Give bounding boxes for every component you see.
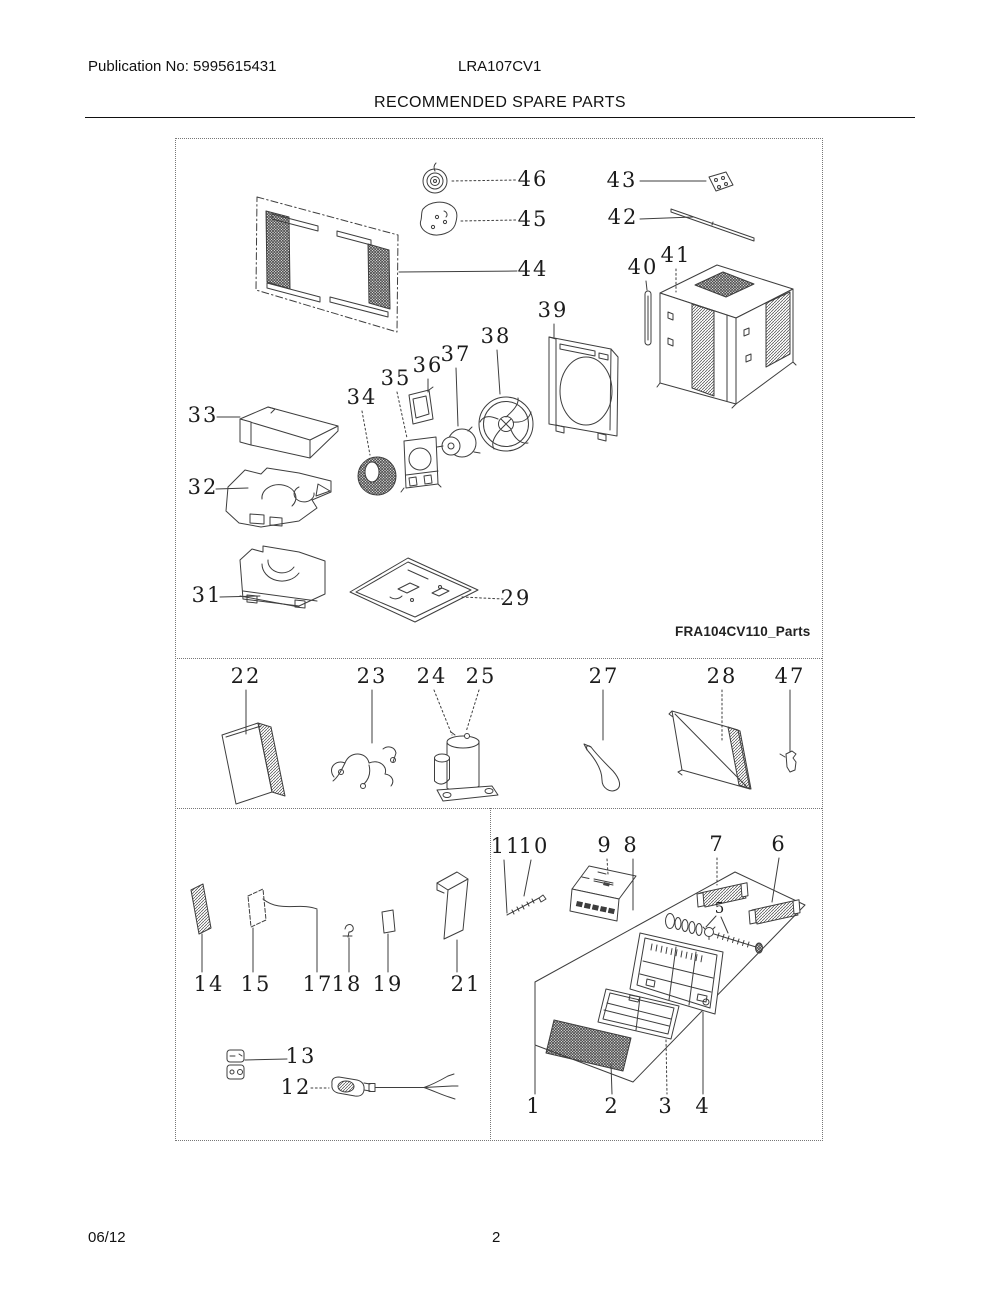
callout-6: 6 [771, 832, 787, 856]
callout-3: 3 [658, 1094, 674, 1118]
callout-15: 15 [240, 972, 272, 996]
model-number: LRA107CV1 [458, 58, 542, 75]
part-35-drawing [401, 437, 441, 492]
callout-38: 38 [480, 324, 512, 348]
diagram-caption: FRA104CV110_Parts [675, 624, 811, 639]
callout-33: 33 [187, 403, 219, 427]
callout-27: 27 [588, 664, 620, 688]
part-33-drawing [240, 407, 338, 458]
callout-1: 1 [526, 1094, 542, 1118]
callout-45: 45 [517, 207, 549, 231]
callout-14: 14 [193, 972, 225, 996]
callout-18: 18 [331, 972, 363, 996]
part-6-drawing [749, 900, 800, 924]
publication-number: Publication No: 5995615431 [88, 58, 277, 75]
part-23-drawing [332, 747, 397, 789]
callout-7: 7 [709, 832, 725, 856]
part-36-drawing [409, 387, 433, 424]
callout-37: 37 [440, 342, 472, 366]
callout-46: 46 [517, 167, 549, 191]
part-31-drawing [240, 546, 325, 608]
callout-42: 42 [607, 205, 639, 229]
callout-43: 43 [606, 168, 638, 192]
callout-41: 41 [660, 243, 692, 267]
callout-34: 34 [346, 385, 378, 409]
part-8-9-drawing [570, 866, 636, 921]
callout-35: 35 [380, 366, 412, 390]
callout-31: 31 [191, 583, 223, 607]
callout-32: 32 [187, 475, 219, 499]
callout-5: 5 [714, 899, 726, 917]
footer-page-number: 2 [492, 1229, 501, 1246]
part-45-drawing [420, 202, 456, 235]
part-44-drawing [256, 197, 398, 332]
part-34-drawing [358, 457, 396, 495]
part-13-drawing [227, 1050, 244, 1079]
part-10-11-drawing [507, 895, 546, 915]
part-15-drawing [248, 889, 317, 927]
callout-40: 40 [627, 255, 659, 279]
part-32-drawing [226, 468, 331, 527]
part-37-drawing [437, 427, 480, 457]
callout-28: 28 [706, 664, 738, 688]
callout-9: 9 [597, 833, 613, 857]
callout-17: 17 [302, 972, 334, 996]
callout-44: 44 [517, 257, 549, 281]
callout-24: 24 [416, 664, 448, 688]
part-38-drawing [479, 397, 533, 451]
part-21-drawing [437, 872, 468, 939]
callout-2: 2 [604, 1094, 620, 1118]
part-19-drawing [382, 910, 395, 933]
callout-39: 39 [537, 298, 569, 322]
callout-8: 8 [623, 833, 639, 857]
page-title: RECOMMENDED SPARE PARTS [374, 94, 626, 111]
callout-47: 47 [774, 664, 806, 688]
callout-23: 23 [356, 664, 388, 688]
callout-19: 19 [372, 972, 404, 996]
callout-11: 11 [490, 834, 522, 858]
part-41-drawing [657, 265, 796, 408]
callout-21: 21 [450, 972, 482, 996]
callout-22: 22 [230, 664, 262, 688]
callout-25: 25 [465, 664, 497, 688]
callout-36: 36 [412, 353, 444, 377]
part-12-drawing [332, 1074, 458, 1099]
part-29-drawing [350, 558, 478, 622]
part-47-drawing [780, 751, 796, 772]
callout-10: 10 [518, 834, 550, 858]
part-40-drawing [645, 291, 651, 345]
callout-12: 12 [280, 1075, 312, 1099]
callout-29: 29 [500, 586, 532, 610]
part-43-drawing [709, 172, 733, 191]
part-27-drawing [584, 744, 620, 791]
callout-4: 4 [695, 1094, 711, 1118]
part-28-drawing [669, 711, 751, 789]
part-2-drawing [546, 1020, 631, 1071]
part-24-25-drawing [435, 732, 499, 801]
part-46-drawing [423, 163, 447, 193]
footer-date: 06/12 [88, 1229, 126, 1246]
part-18-drawing [343, 925, 353, 937]
part-42-drawing [671, 209, 754, 241]
callout-13: 13 [285, 1044, 317, 1068]
part-39-drawing [549, 337, 618, 441]
part-22-drawing [222, 723, 285, 804]
part-14-drawing [191, 884, 211, 934]
